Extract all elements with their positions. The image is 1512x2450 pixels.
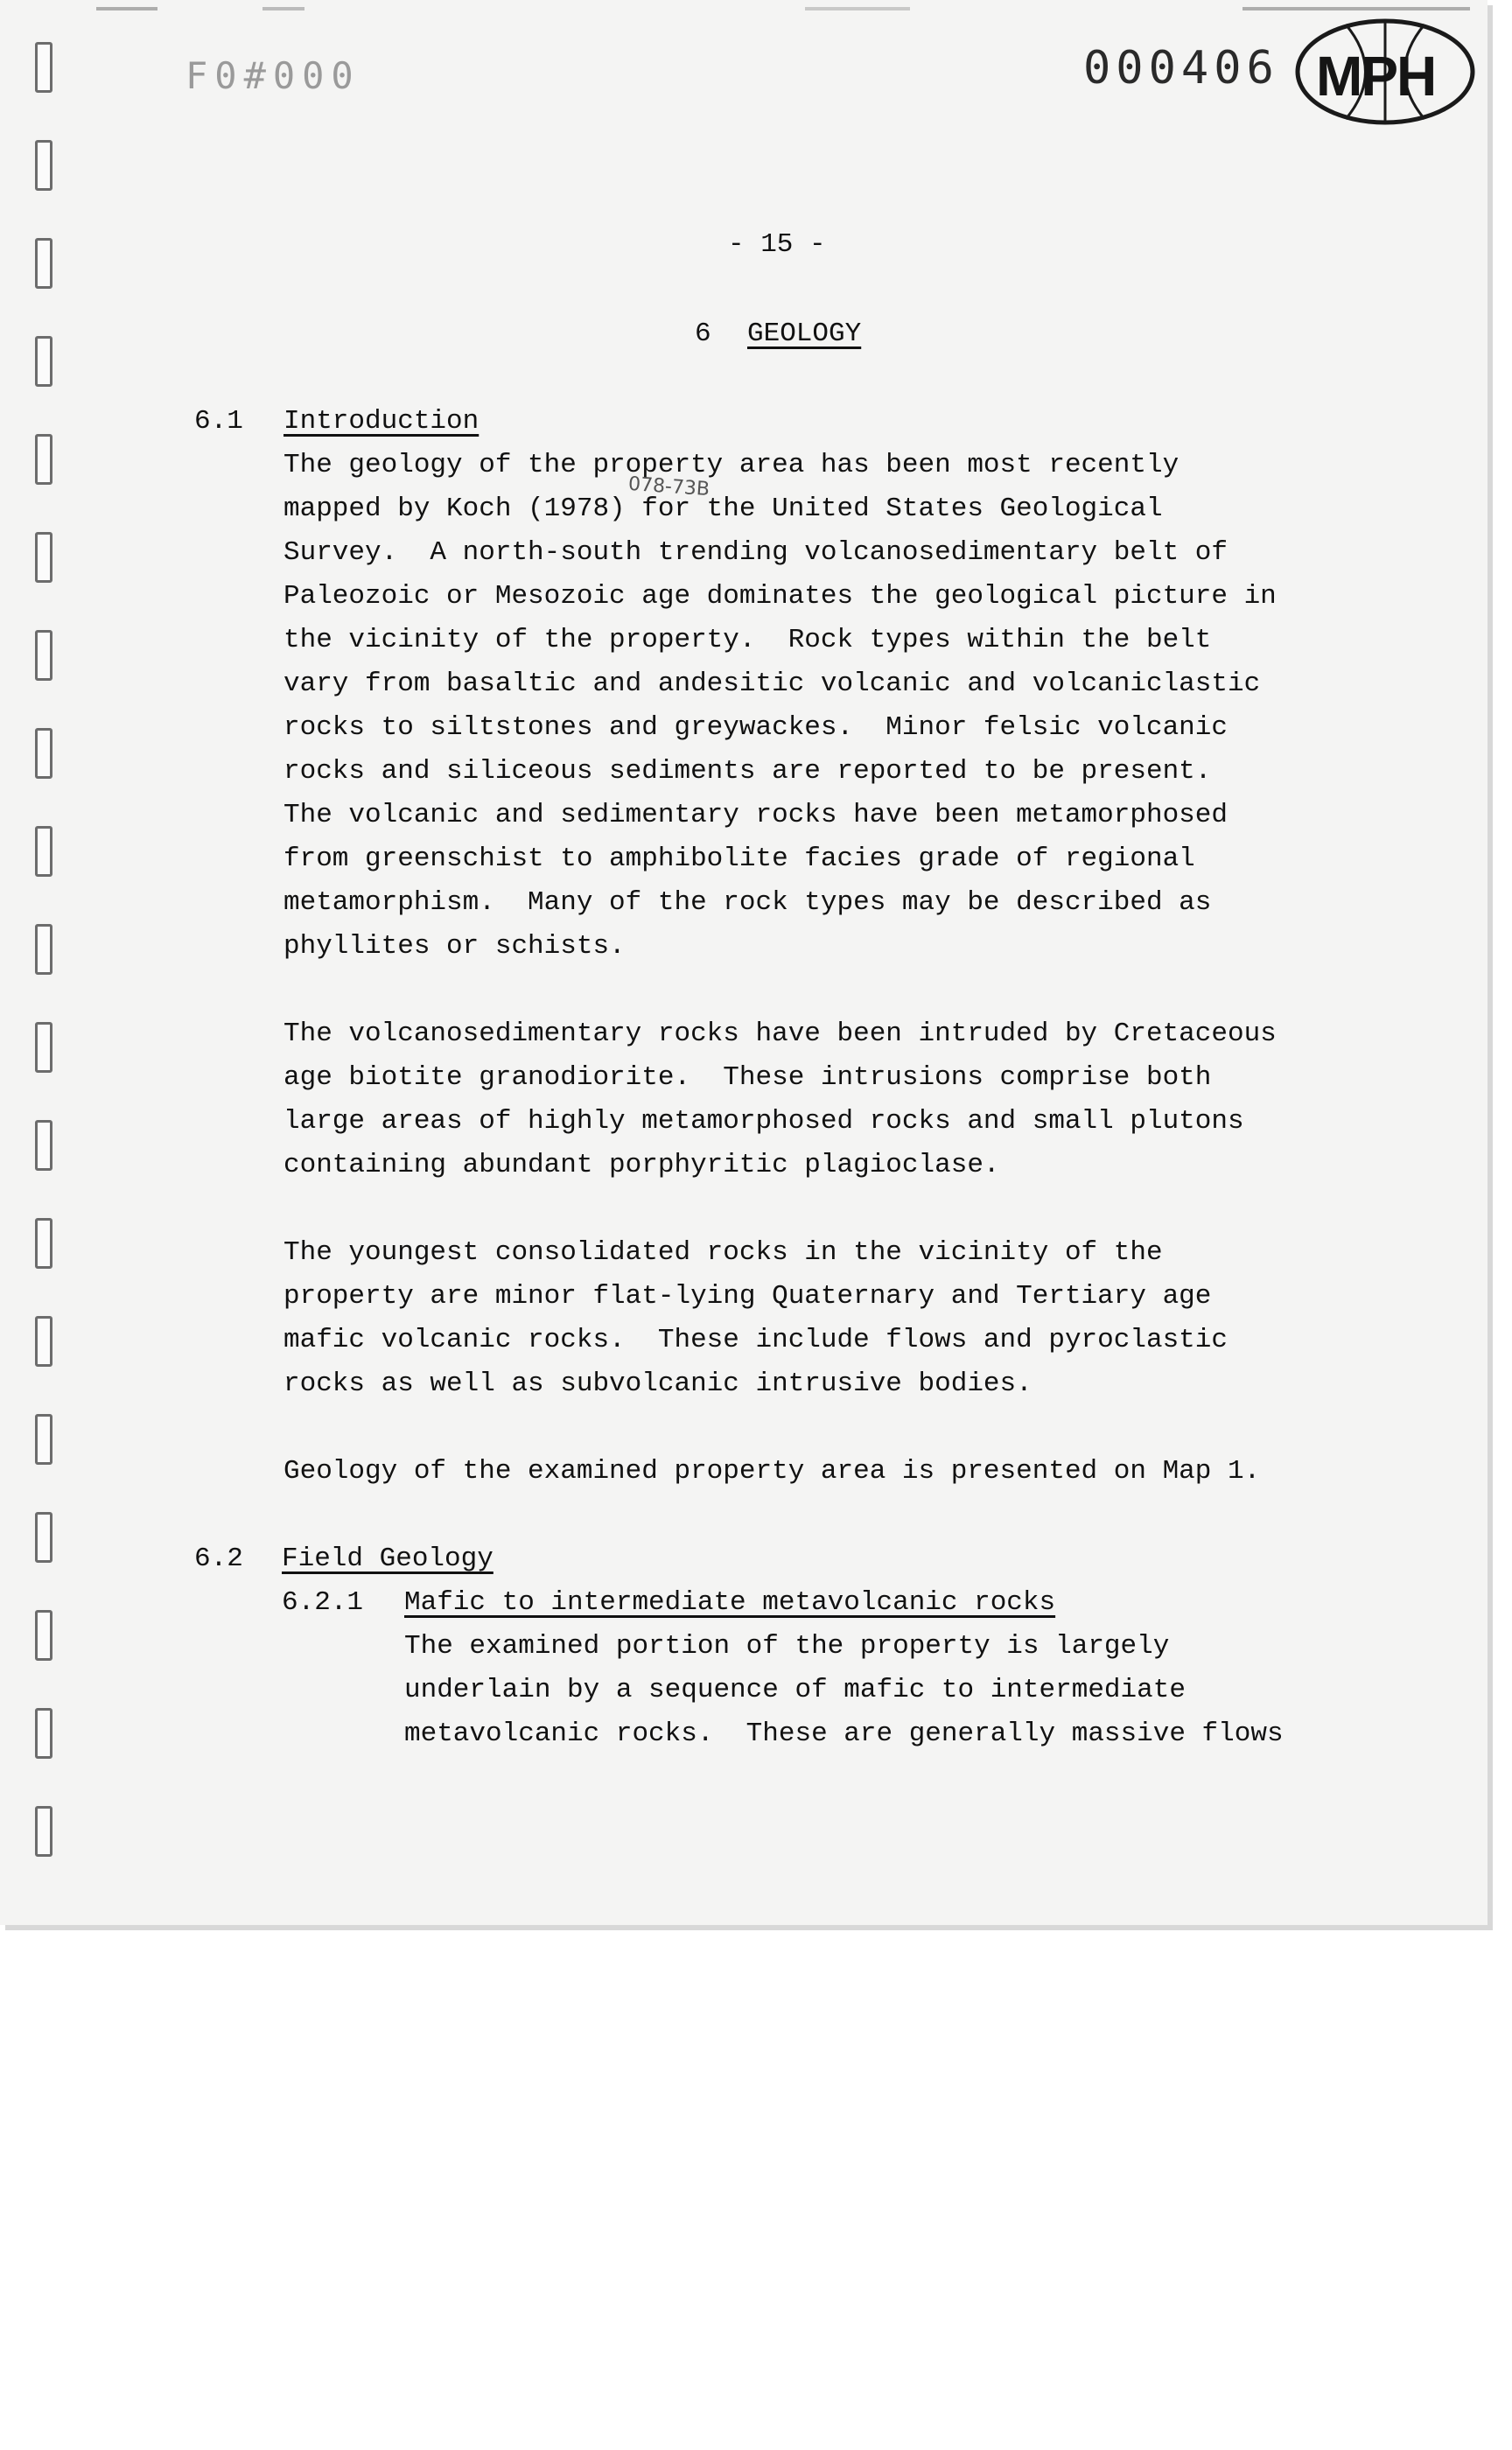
- paragraph-line: The examined portion of the property is largely: [404, 1631, 1170, 1662]
- paragraph-line: from greenschist to amphibolite facies grade of regional: [284, 844, 1195, 874]
- subsection-title: Field Geology: [282, 1544, 494, 1574]
- paragraph-line: mapped by Koch (1978) for the United States Geological: [284, 494, 1163, 524]
- paragraph-line: underlain by a sequence of mafic to intermediate: [404, 1675, 1186, 1705]
- paragraph-line: age biotite granodiorite. These intrusions comprise both: [284, 1062, 1212, 1093]
- punch-hole: [35, 1316, 52, 1367]
- document-number-faint: F0#000: [186, 54, 360, 97]
- paragraph-line: Geology of the examined property area is presented on Map 1.: [284, 1456, 1261, 1487]
- punch-hole: [35, 1708, 52, 1759]
- paragraph-line: rocks as well as subvolcanic intrusive bodies.: [284, 1368, 1032, 1399]
- paragraph-line: metamorphism. Many of the rock types may be described as: [284, 887, 1212, 918]
- subsection-number: 6.2: [194, 1544, 243, 1574]
- paragraph-line: The volcanic and sedimentary rocks have been metamorphosed: [284, 800, 1228, 830]
- paragraph-line: mafic volcanic rocks. These include flows and pyroclastic: [284, 1325, 1228, 1355]
- punch-hole: [35, 1806, 52, 1857]
- scan-artifact: [1242, 7, 1470, 10]
- punch-hole: [35, 532, 52, 583]
- logo-text: MPH: [1316, 45, 1436, 108]
- punch-hole: [35, 1022, 52, 1073]
- scan-artifact: [805, 7, 910, 10]
- punch-hole: [35, 924, 52, 975]
- section-number: 6: [695, 318, 711, 349]
- paragraph-line: rocks to siltstones and greywackes. Minor felsic volcanic: [284, 712, 1228, 743]
- punch-hole: [35, 336, 52, 387]
- paragraph-line: property are minor flat-lying Quaternary and Tertiary age: [284, 1281, 1212, 1312]
- punch-hole: [35, 434, 52, 485]
- paragraph-line: phyllites or schists.: [284, 931, 626, 962]
- paragraph-line: metavolcanic rocks. These are generally massive flows: [404, 1718, 1284, 1749]
- punch-hole: [35, 140, 52, 191]
- punch-hole: [35, 42, 52, 93]
- punch-hole: [35, 826, 52, 877]
- paragraph-line: vary from basaltic and andesitic volcanic and volcaniclastic: [284, 668, 1261, 699]
- paragraph-line: The volcanosedimentary rocks have been intruded by Cretaceous: [284, 1018, 1277, 1049]
- subsection-title: Introduction: [284, 406, 480, 437]
- scan-artifact: [96, 7, 158, 10]
- punch-hole: [35, 1414, 52, 1465]
- handwritten-note: 078-73B: [627, 472, 710, 501]
- paragraph-line: The geology of the property area has been most recently: [284, 450, 1180, 480]
- page-number: - 15 -: [728, 229, 826, 260]
- section-title: GEOLOGY: [747, 318, 862, 349]
- punch-hole: [35, 630, 52, 681]
- punch-hole: [35, 1610, 52, 1661]
- subsection-number: 6.1: [194, 406, 243, 437]
- punch-hole: [35, 1512, 52, 1563]
- punch-hole: [35, 1120, 52, 1171]
- paragraph-line: Survey. A north-south trending volcanosedimentary belt of: [284, 537, 1228, 568]
- paragraph-line: large areas of highly metamorphosed rocks and small plutons: [284, 1106, 1244, 1137]
- paragraph-line: rocks and siliceous sediments are reported to be present.: [284, 756, 1212, 787]
- paragraph-line: The youngest consolidated rocks in the vicinity of the: [284, 1237, 1163, 1268]
- subsubsection-number: 6.2.1: [282, 1587, 364, 1618]
- paragraph-line: Paleozoic or Mesozoic age dominates the geological picture in: [284, 581, 1277, 612]
- paragraph-line: containing abundant porphyritic plagioclase.: [284, 1150, 1000, 1180]
- punch-hole: [35, 1218, 52, 1269]
- subsubsection-title: Mafic to intermediate metavolcanic rocks: [404, 1587, 1056, 1618]
- scan-artifact: [262, 7, 304, 10]
- punch-hole: [35, 728, 52, 779]
- paragraph-line: the vicinity of the property. Rock types within the belt: [284, 625, 1212, 655]
- punch-hole: [35, 238, 52, 289]
- document-number: 000406: [1083, 42, 1279, 94]
